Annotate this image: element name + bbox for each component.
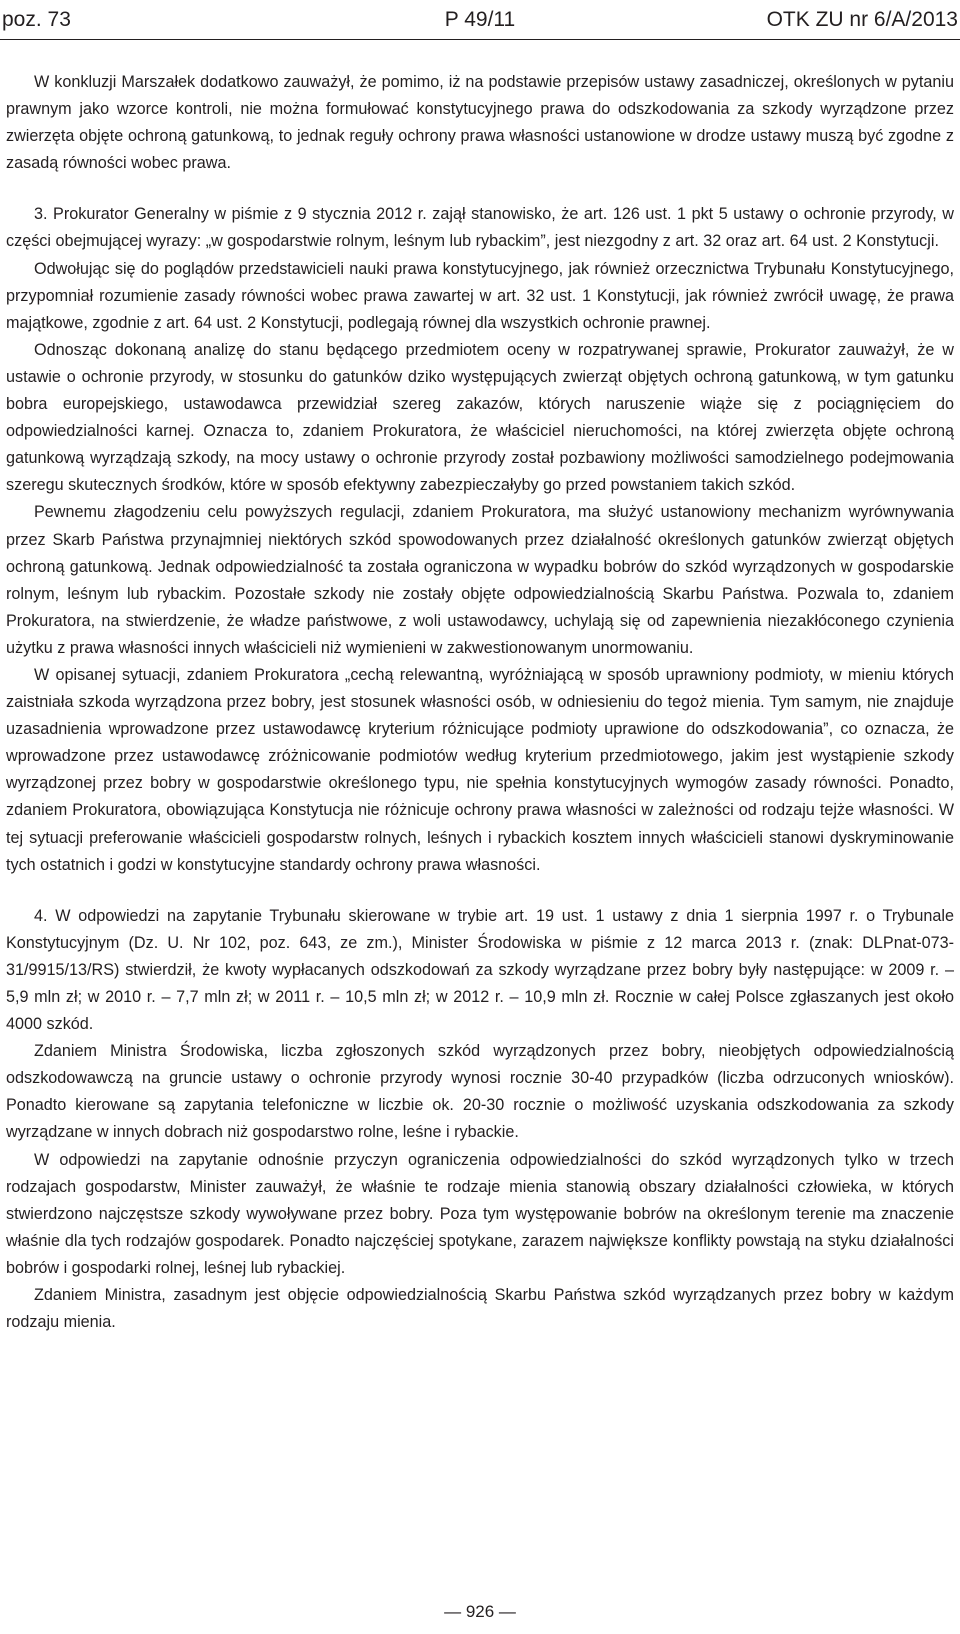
- paragraph-analysis: Odnosząc dokonaną analizę do stanu będącego przedmiotem oceny w rozpatrywanej sprawie, Prokurator zauważył, że w ustawie o ochronie przyrody, w stosunku do gatunków dziko występujących zwierząt objętych ochroną gatunkową, w tym gatunku bobra europejskiego, ustawodawca przewidział szereg zakazów, których naruszenie wiąże się z pociągnięciem do odpowiedzialności karnej. Oznacza to, zdaniem Prokuratora, że właściciel nieruchomości, na której zwierzęta objęte ochroną gatunkową wyrządzają szkody, na mocy ustawy o ochronie przyrody został pozbawiony możliwości samodzielnego podejmowania szeregu skutecznych środków, które w sposób efektywny zabezpieczałyby go przed powstaniem takich szkód.: [6, 340, 954, 495]
- header-rule: [0, 39, 960, 40]
- page-number: — 926 —: [444, 1602, 516, 1621]
- paragraph-marshal-conclusion: W konkluzji Marszałek dodatkowo zauważył, że pomimo, iż na podstawie przepisów ustawy zasadniczej, określonych w pytaniu prawnym jako wzorce kontroli, nie można formułować konstytucyjnego prawa do odszkodowania za szkody wyrządzone przez zwierzęta objęte ochroną gatunkową, to jednak reguły ochrony prawa własności ustanowione w drodze ustawy muszą być zgodne z zasadą równości wobec prawa.: [6, 73, 954, 173]
- paragraph-prosecutor-position: 3. Prokurator Generalny w piśmie z 9 stycznia 2012 r. zajął stanowisko, że art. 126 ust. 1 pkt 5 ustawy o ochronie przyrody, w części obejmującej wyrazy: „w gospodarstwie rolnym, leśnym lub rybackim”, jest niezgodny z art. 32 oraz art. 64 ust. 2 Konstytucji.: [6, 205, 954, 251]
- paragraph-minister-opinion: Zdaniem Ministra, zasadnym jest objęcie odpowiedzialnością Skarbu Państwa szkód wyrządzanych przez bobry w każdym rodzaju mienia.: [6, 1286, 954, 1332]
- paragraph-relevant-feature: W opisanej sytuacji, zdaniem Prokuratora „cechą relewantną, wyróżniającą w sposób uprawniony podmioty, w mieniu których zaistniała szkoda wyrządzona przez bobry, jest stosunek własności osób, w odniesieniu do tegoż mienia. Tym samym, nie znajduje uzasadnienia wprowadzone przez ustawodawcę kryterium różnicujące podmioty uprawione do odszkodowania”, co oznacza, że wprowadzone przez ustawodawcę zróżnicowanie podmiotów według kryterium przedmiotowego, jakim jest wystąpienie szkody wyrządzonej przez bobry w gospodarstwie określonego typu, nie spełnia konstytucyjnych wymogów zasady równości. Ponadto, zdaniem Prokuratora, obowiązująca Konstytucja nie różnicuje ochrony prawa własności w zależności od rodzaju tejże własności. W tej sytuacji preferowanie właścicieli gospodarstw rolnych, leśnych i rybackich kosztem innych właścicieli stanowi dyskryminowanie tych ostatnich i godzi w konstytucyjne standardy ochrony prawa własności.: [6, 665, 954, 874]
- header-journal: OTK ZU nr 6/A/2013: [766, 8, 958, 31]
- paragraph-liability-limits: W odpowiedzi na zapytanie odnośnie przyczyn ograniczenia odpowiedzialności do szkód wyrządzonych tylko w trzech rodzajach gospodarstw, Minister zauważył, że właśnie te rodzaje mienia stanowią obszary działalności człowieka, w których stwierdzono najczęstsze szkody wywoływane przez bobry. Poza tym występowanie bobrów na określonym terenie ma znaczenie właśnie dla tych rodzajów gospodarek. Ponadto najczęściej spotykane, zarazem największe konflikty powstają na styku działalności bobrów i gospodarki rolnej, leśnej lub rybackiej.: [6, 1150, 954, 1277]
- paragraph-compensation-mechanism: Pewnemu złagodzeniu celu powyższych regulacji, zdaniem Prokuratora, ma służyć ustanowiony mechanizm wyrównywania przez Skarb Państwa przynajmniej niektórych szkód spowodowanych przez działalność określonych gatunków zwierząt objętych ochroną gatunkową. Jednak odpowiedzialność ta została ograniczona w wypadku bobrów do szkód wyrządzonych w gospodarskie rolnym, leśnym lub rybackim. Pozostałe szkody nie zostały objęte odpowiedzialnością Skarbu Państwa. Pozwala to, zdaniem Prokuratora, na stwierdzenie, że władze państwowe, z woli ustawodawcy, uchylają się od zapewnienia niezakłóconego czynienia użytku z prawa własności innych właścicieli niż wymienieni w zakwestionowanym unormowaniu.: [6, 503, 954, 657]
- header-position: poz. 73: [2, 8, 71, 31]
- paragraph-minister-response: 4. W odpowiedzi na zapytanie Trybunału skierowane w trybie art. 19 ust. 1 ustawy z dnia 1 sierpnia 1997 r. o Trybunale Konstytucyjnym (Dz. U. Nr 102, poz. 643, ze zm.), Minister Środowiska w piśmie z 12 marca 2013 r. (znak: DLPnat-073-31/9915/13/RS) stwierdził, że kwoty wypłacanych odszkodowań za szkody wyrządzane przez bobry były następujące: w 2009 r. – 5,9 mln zł; w 2010 r. – 7,7 mln zł; w 2011 r. – 10,5 mln zł; w 2012 r. – 10,9 mln zł. Rocznie w całej Polsce zgłaszanych jest około 4000 szkód.: [6, 906, 954, 1034]
- paragraph-equality-principle: Odwołując się do poglądów przedstawicieli nauki prawa konstytucyjnego, jak również orzecznictwa Trybunału Konstytucyjnego, przypomniał rozumienie zasady równości wobec prawa zawartej w art. 32 ust. 1 Konstytucji, jak również zwrócił uwagę, że prawa majątkowe, zgodnie z art. 64 ust. 2 Konstytucji, podlegają równej dla wszystkich ochronie prawnej.: [6, 259, 954, 332]
- paragraph-reported-damages: Zdaniem Ministra Środowiska, liczba zgłoszonych szkód wyrządzonych przez bobry, nieobjętych odpowiedzialnością odszkodowawczą na gruncie ustawy o ochronie przyrody wynosi rocznie 30-40 przypadków (liczba odrzuconych wniosków). Ponadto kierowane są zapytania telefoniczne w liczbie ok. 20-30 rocznie o możliwość uzyskania odszkodowania za szkody wyrządzane w innych dobrach niż gospodarstwo rolne, leśne i rybackie.: [6, 1042, 954, 1142]
- running-header: [0, 0, 960, 40]
- document-body: [6, 69, 954, 1336]
- header-case-number: P 49/11: [444, 8, 516, 31]
